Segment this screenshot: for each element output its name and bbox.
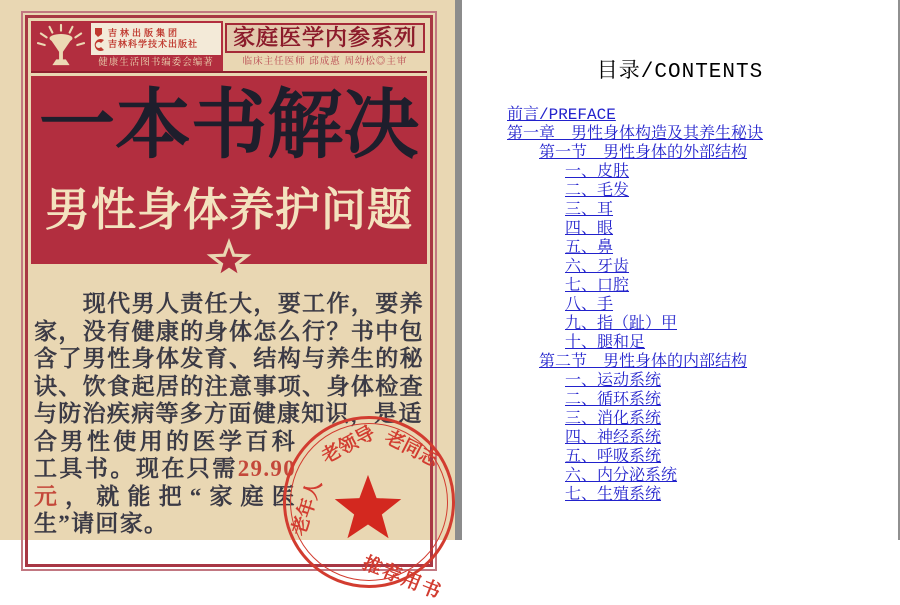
toc-link[interactable]: 三、消化系统 <box>565 410 662 428</box>
publisher-group: 吉林出版集团 <box>108 27 181 38</box>
toc-item <box>462 182 898 201</box>
toc-item <box>462 467 898 486</box>
toc-link[interactable]: 一、运动系统 <box>565 372 662 390</box>
book-title-block <box>31 76 427 264</box>
stamp-star-icon <box>331 472 405 547</box>
toc-link[interactable]: 第一章 男性身体构造及其养生秘诀 <box>507 125 764 143</box>
toc-title: 目录/CONTENTS <box>596 61 764 84</box>
toc-item <box>462 201 898 220</box>
toc-item <box>462 410 898 429</box>
toc-link[interactable]: 七、口腔 <box>565 277 630 295</box>
toc-item <box>462 163 898 182</box>
reviewer-credit: 临床主任医师 邱成惠 周幼松◎主审 <box>242 56 408 67</box>
toc-item <box>462 391 898 410</box>
series-title: 家庭医学内参系列 <box>225 23 425 53</box>
toc-list <box>462 106 898 505</box>
toc-item <box>462 486 898 505</box>
toc-item <box>462 448 898 467</box>
stamp-word-bottom: 推荐用书 <box>359 552 446 604</box>
publisher-press: 吉林科学技术出版社 <box>108 39 199 49</box>
toc-link[interactable]: 六、牙齿 <box>565 258 630 276</box>
toc-item <box>462 125 898 144</box>
toc-link[interactable]: 九、指（趾）甲 <box>565 315 678 333</box>
book-title-line2: 男性身体养护问题 <box>44 184 413 235</box>
toc-link[interactable]: 前言/PREFACE <box>507 106 616 124</box>
toc-item <box>462 372 898 391</box>
toc-link[interactable]: 五、鼻 <box>565 239 614 257</box>
toc-item <box>462 220 898 239</box>
editor-credit: 健康生活图书编委会编著 <box>98 57 214 68</box>
toc-item <box>462 334 898 353</box>
contents-page <box>462 0 900 540</box>
toc-item <box>462 429 898 448</box>
toc-link[interactable]: 一、皮肤 <box>565 163 630 181</box>
toc-link[interactable]: 二、循环系统 <box>565 391 662 409</box>
blurb-part2 <box>34 428 296 538</box>
toc-item <box>462 353 898 372</box>
blurb-segment: ，就能把“家庭医生”请回家。 <box>34 483 296 536</box>
publisher-mark-icon <box>93 27 106 51</box>
cover-header <box>31 21 427 73</box>
toc-item <box>462 258 898 277</box>
toc-item <box>462 239 898 258</box>
stamp-word-left: 老年人 <box>288 477 327 539</box>
toc-link[interactable]: 八、手 <box>565 296 614 314</box>
book-title-line1: 一本书解决 <box>39 83 419 168</box>
toc-link[interactable]: 七、生殖系统 <box>565 486 662 504</box>
toc-item <box>462 144 898 163</box>
toc-link[interactable]: 六、内分泌系统 <box>565 467 678 485</box>
toc-link[interactable]: 四、神经系统 <box>565 429 662 447</box>
toc-link[interactable]: 十、腿和足 <box>565 334 646 352</box>
stamp-word-top-right: 老同志 <box>381 426 442 472</box>
toc-link[interactable]: 第一节 男性身体的外部结构 <box>539 144 748 162</box>
toc-item <box>462 315 898 334</box>
toc-link[interactable]: 三、耳 <box>565 201 614 219</box>
blurb-segment: 29.90元 <box>34 456 296 509</box>
toc-link[interactable]: 四、眼 <box>565 220 614 238</box>
blurb-segment: 合男性使用的医学百科工具书。现在只需 <box>34 428 296 481</box>
toc-item <box>462 277 898 296</box>
blurb-part1: 现代男人责任大，要工作，要养家，没有健康的身体怎么行？书中包含了男性身体发育、结构与养生的秘诀、饮食起居的注意事项、身体检查与防治疾病等多方面健康知识，是适 <box>34 291 424 426</box>
stamp-word-top-left: 老领导 <box>318 422 379 468</box>
toc-link[interactable]: 第二节 男性身体的内部结构 <box>539 353 748 371</box>
publisher-logo-icon <box>31 21 91 71</box>
toc-item <box>462 106 898 125</box>
toc-item <box>462 296 898 315</box>
toc-link[interactable]: 五、呼吸系统 <box>565 448 662 466</box>
recommendation-stamp <box>283 416 461 604</box>
toc-link[interactable]: 二、毛发 <box>565 182 630 200</box>
star-icon <box>209 241 249 284</box>
